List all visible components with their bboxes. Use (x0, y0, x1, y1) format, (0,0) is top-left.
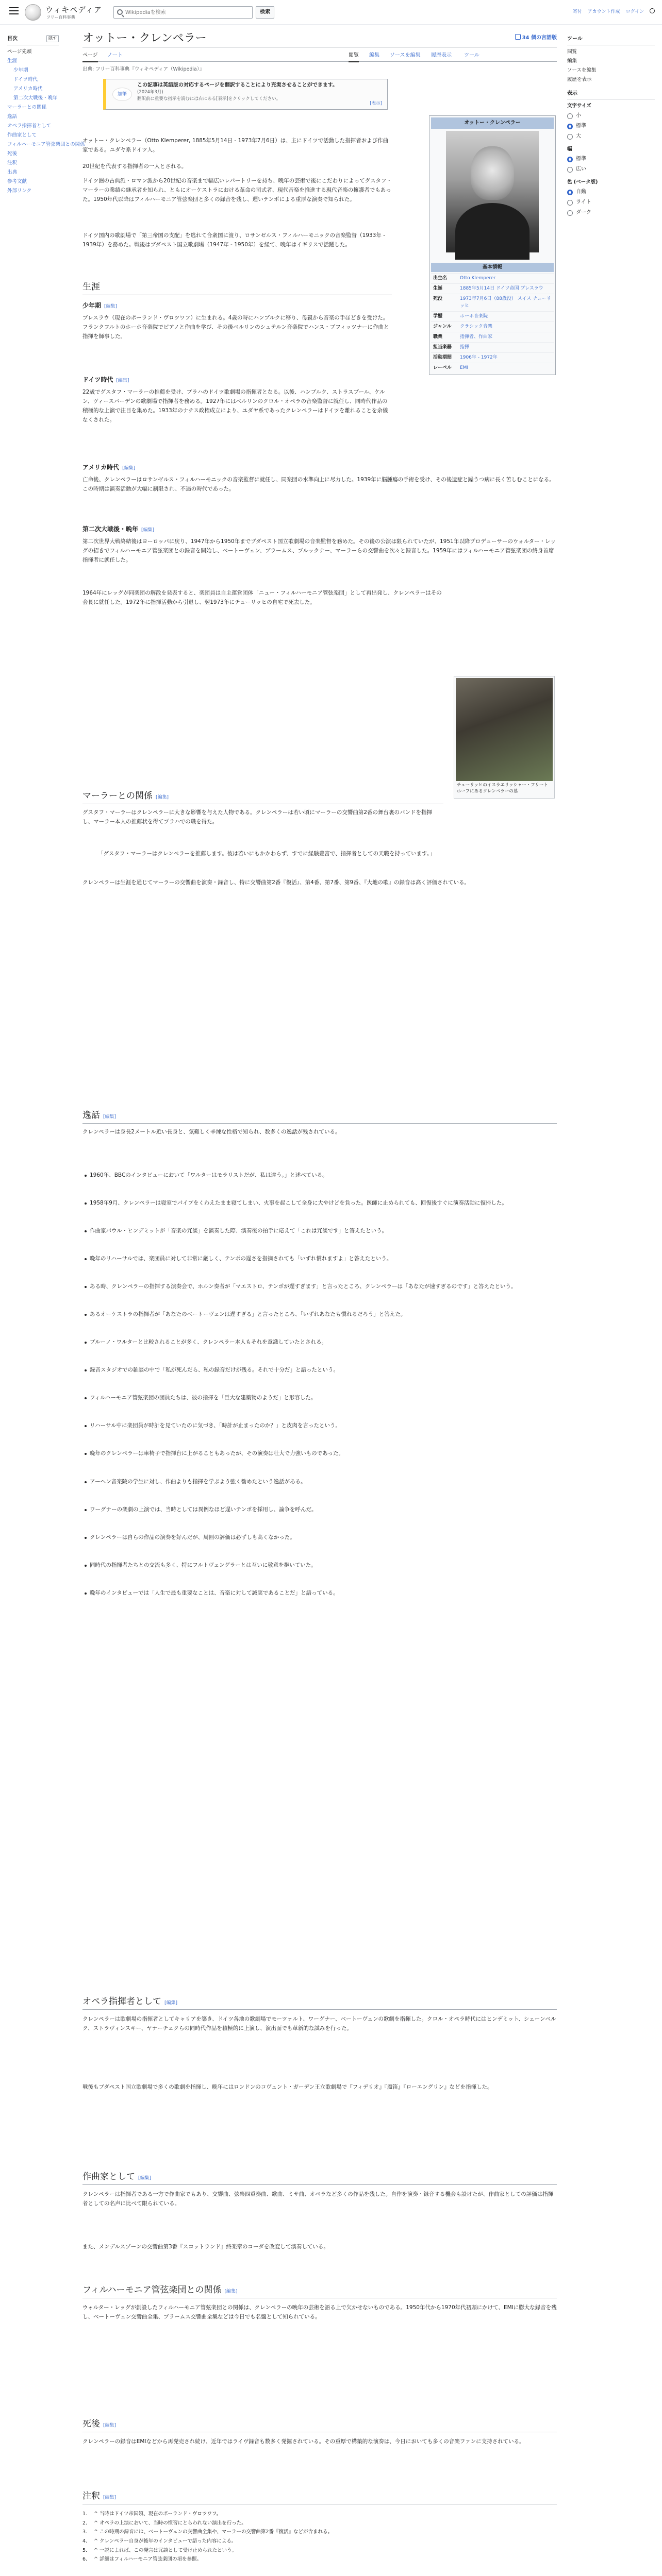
note-number: 3. (82, 2529, 88, 2535)
edit-section-link[interactable]: [編集] (103, 2495, 117, 2500)
color-heading: 色 (ベータ版) (567, 179, 598, 185)
article-source-line: 出典: フリー百科事典『ウィキペディア（Wikipedia）』 (82, 66, 205, 72)
infobox-row (431, 273, 554, 283)
toc-list (7, 47, 85, 196)
infobox-key: 死没 (433, 296, 443, 302)
infobox-key: 活動期間 (433, 354, 452, 360)
edit-section-link[interactable]: [編集] (116, 378, 129, 383)
anecdote-item: 晩年のリハーサルでは、楽団員に対して非常に厳しく、テンポの遅さを指摘されても「いずれ慣れますよ」と答えたという。 (82, 1254, 557, 1263)
heading-postwar: 第二次大戦後・晩年 [編集] (82, 526, 155, 533)
note-text: ^ 一説によれば、この発言は冗談として受け止められたという。 (94, 2547, 237, 2553)
anecdote-item: あるオーケストラの指揮者が「あなたのベートーヴェンは遅すぎる」と言ったところ、「いずれあなたも慣れるだろう」と答えた。 (82, 1310, 557, 1319)
toc-item[interactable]: 注釈 (7, 160, 18, 166)
radio-icon (567, 200, 573, 206)
anecdote-item: アーヘン音楽院の学生に対し、作曲よりも指揮を学ぶよう強く勧めたという逸話がある。 (82, 1477, 557, 1486)
anecdote-item: クレンペラーは自らの作品の演奏を好んだが、周囲の評価は必ずしも高くなかった。 (82, 1533, 557, 1542)
opera-paragraph-2: 戦後もブダペスト国立歌劇場で多くの歌劇を指揮し、晩年にはロンドンのコヴェント・ガーデン王立歌劇場で『フィデリオ』『魔笛』『ローエングリン』などを指揮した。 (82, 2084, 493, 2090)
width-wide-option[interactable]: 広い (567, 164, 655, 175)
notice-date: (2024年3月) (137, 90, 163, 95)
infobox-row (431, 283, 554, 294)
tab-talk[interactable]: ノート (107, 53, 123, 58)
site-header (0, 0, 662, 25)
infobox-key: 学歴 (433, 313, 443, 319)
width-standard-option[interactable]: 標準 (567, 154, 655, 164)
heading-philharmonia: フィルハーモニア管弦楽団との関係 [編集] (82, 2283, 557, 2298)
note-number: 2. (82, 2520, 88, 2526)
heading-mahler: マーラーとの関係 [編集] (82, 789, 443, 804)
translation-notice (103, 79, 388, 110)
edit-section-link[interactable]: [編集] (164, 2001, 178, 2006)
infobox-row (431, 342, 554, 352)
anecdote-item: ある時、クレンペラーの指揮する演奏会で、ホルン奏者が「マエストロ、テンポが遅すぎます」と言ったところ、クレンペラーは「あなたが速すぎるのです」と答えたという。 (82, 1282, 557, 1291)
notice-text: 翻訳前に重要な指示を読むには右にある[表示]をクリックしてください。 (137, 96, 281, 102)
anecdote-item: 晩年のインタビューでは「人生で最も重要なことは、音楽に対して誠実であることだ」と語っている。 (82, 1588, 557, 1598)
infobox-value[interactable]: 1973年7月6日（88歳没） スイス チューリッヒ (460, 296, 551, 309)
color-light-option[interactable]: ライト (567, 197, 655, 208)
infobox-value[interactable]: 指揮 (460, 344, 470, 350)
infobox-key: レーベル (433, 365, 452, 370)
heading-composer: 作曲家として [編集] (82, 2170, 557, 2185)
toc-hide-button[interactable]: 隠す (46, 35, 59, 42)
note-number: 5. (82, 2547, 88, 2553)
infobox-key: 出生名 (433, 276, 448, 281)
color-auto-option[interactable]: 自動 (567, 187, 655, 197)
anecdote-item: ブルーノ・ワルターと比較されることが多く、クレンペラー本人もそれを意識していたとされる。 (82, 1337, 557, 1347)
radio-selected-icon (567, 190, 573, 195)
appearance-heading: 表示 (567, 90, 655, 100)
tool-history[interactable]: 履歴を表示 (567, 76, 592, 82)
heading-opera: オペラ指揮者として [編集] (82, 1995, 557, 2010)
text-size-heading: 文字サイズ (567, 103, 591, 109)
tab-page[interactable]: ページ (82, 52, 98, 62)
postwar-paragraph: 第二次世界大戦終結後はヨーロッパに戻り、1947年から1950年までブダペスト国立歌劇場の音楽監督を務めた。その後の公演は限られていたが、1951年以降プロデューサーのウォルター・レッグの招きでフィルハーモニア管弦楽団との録音を開始し、ベートーヴェン、ブラームス、ブルックナー、マーラーらの交響曲を次々と録音した。1959年にはフィルハーモニア管弦楽団の終身首席指揮者に就任した。 (82, 538, 556, 564)
radio-icon (567, 167, 573, 173)
color-dark-option[interactable]: ダーク (567, 208, 655, 218)
infobox (429, 115, 556, 375)
anecdote-item: フィルハーモニア管弦楽団の団員たちは、彼の指揮を「巨大な建築物のようだ」と形容した。 (82, 1393, 557, 1402)
notes-list (82, 2510, 557, 2565)
menu-icon[interactable] (9, 7, 19, 14)
note-item (82, 2519, 557, 2528)
toc-item[interactable]: ドイツ時代 (13, 76, 38, 82)
mahler-paragraph: グスタフ・マーラーはクレンペラーに大きな影響を与えた人物である。クレンペラーは若い頃にマーラーの交響曲第2番の舞台裏のバンドを指揮し、マーラー本人の推薦状を得てプラハでの職を得た。 (82, 809, 433, 825)
heading-anecdotes: 逸話 [編集] (82, 1109, 557, 1124)
anecdote-item: 作曲家パウル・ヒンデミットが「音楽の冗談」を演奏した際、演奏後の拍手に応えて「これは冗談です」と答えたという。 (82, 1226, 557, 1235)
site-name[interactable]: ウィキペディア (45, 5, 102, 14)
toc-item[interactable]: 第二次大戦後・晩年 (13, 95, 58, 101)
tool-edit[interactable]: 編集 (567, 58, 577, 64)
after-death-paragraph: クレンペラーの録音はEMIなどから再発売され続け、近年ではライヴ録音も数多く発掘されている。その重厚で構築的な演奏は、今日においても多くの音楽ファンに支持されている。 (82, 2438, 525, 2445)
lead-paragraph-3: ドイツ圏の古典派・ロマン派から20世紀の音楽まで幅広いレパートリーを持ち、晩年の芸術で後にこだわりによってグスタフ・マーラーの業績の継承者を知られ、ともにオーケストラにおける革命の司式者、現代音楽を推進する現代音楽の擁護者でもあった。1950年代以降はフィルハーモニア管弦楽団と多くの録音を残し、遅いテンポによる重厚な演奏で知られた。 (82, 178, 392, 203)
infobox-key: ジャンル (433, 324, 452, 329)
note-item (82, 2547, 557, 2555)
tab-edit-source[interactable]: ソースを編集 (390, 53, 421, 58)
tab-history[interactable]: 履歴表示 (431, 53, 452, 58)
composer-paragraph: クレンペラーは指揮者である一方で作曲家でもあり、交響曲、弦楽四重奏曲、歌曲、ミサ曲、オペラなど多くの作品を残した。自作を演奏・録音する機会も設けたが、作曲家としての評価は指揮者としての名声に比べて限られている。 (82, 2191, 554, 2207)
search-icon (117, 9, 123, 15)
table-of-contents (7, 35, 85, 196)
infobox-row (431, 294, 554, 311)
infobox-section-heading: 基本情報 (431, 263, 554, 273)
text-size-small-option[interactable]: 小 (567, 111, 655, 121)
heading-america: アメリカ時代 [編集] (82, 464, 136, 471)
infobox-value[interactable]: 1885年5月14日 ドイツ帝国 ブレスラウ (460, 286, 543, 292)
lead-paragraph-1: オットー・クレンペラー（Otto Klemperer, 1885年5月14日 - 1973年7月6日）は、主にドイツで活動した指揮者および作曲家である。ユダヤ系ドイツ人。 (82, 138, 389, 154)
edit-section-link[interactable]: [編集] (141, 528, 155, 533)
infobox-value[interactable]: 指揮者、作曲家 (460, 334, 493, 340)
toc-item[interactable]: ページ先頭 (7, 48, 32, 55)
portrait-photo[interactable] (446, 131, 539, 252)
page-tabs (82, 49, 557, 62)
tools-heading: ツール (567, 35, 655, 45)
language-icon (515, 34, 521, 40)
note-item (82, 2510, 557, 2518)
note-item (82, 2528, 557, 2536)
anecdote-item: 同時代の指揮者たちとの交流も多く、特にフルトヴェングラーとは互いに敬意を抱いていた。 (82, 1561, 557, 1570)
radio-icon (567, 210, 573, 216)
login-link[interactable]: ログイン (625, 9, 644, 14)
infobox-title: オットー・クレンペラー (431, 117, 554, 129)
search-input[interactable] (125, 8, 249, 16)
personal-tools (569, 8, 655, 16)
toc-item[interactable]: フィルハーモニア管弦楽団との関係 (7, 141, 85, 147)
toc-item[interactable]: 生涯 (7, 58, 18, 64)
tab-edit[interactable]: 編集 (369, 53, 379, 58)
note-number: 1. (82, 2511, 88, 2517)
postwar-paragraph-2: 1964年にレッグが同楽団の解散を発表すると、楽団員は自主運営団体「ニュー・フィルハーモニア管弦楽団」として再出発し、クレンペラーはその会長に就任した。1972年に指揮活動から引退し、翌1973年にチューリッヒの自宅で死去した。 (82, 590, 442, 606)
infobox-row (431, 352, 554, 363)
infobox-rows (431, 273, 554, 372)
notice-title: この記事は英語版の対応するページを翻訳することにより充実させることができます。 (137, 82, 338, 88)
toc-item[interactable]: オペラ指揮者として (7, 123, 52, 129)
grave-figure (454, 676, 555, 799)
tool-edit-source[interactable]: ソースを編集 (567, 67, 597, 73)
heading-after-death: 死後 [編集] (82, 2417, 557, 2432)
main-content (82, 27, 557, 2563)
page-title: オットー・クレンペラー (82, 27, 557, 47)
appearance-sidebar (567, 35, 655, 218)
infobox-row (431, 321, 554, 332)
note-text: ^ 当時はドイツ帝国領、現在のポーランド・ヴロツワフ。 (94, 2511, 222, 2517)
text-size-standard-option[interactable]: 標準 (567, 121, 655, 131)
text-size-large-option[interactable]: 大 (567, 131, 655, 142)
infobox-row (431, 363, 554, 373)
search-box (113, 6, 253, 19)
anecdotes-intro: クレンペラーは身長2メートル近い長身と、気難しく辛辣な性格で知られ、数多くの逸話が残されている。 (82, 1129, 341, 1135)
translate-icon: 加筆 (112, 88, 132, 101)
edit-section-link[interactable]: [編集] (156, 795, 169, 800)
infobox-value[interactable]: ホーホ音楽院 (460, 313, 488, 319)
edit-section-link[interactable]: [編集] (138, 2176, 152, 2181)
germany-paragraph: 22歳でグスタフ・マーラーの推薦を受け、プラハのドイツ歌劇場の指揮者となる。以後、ハンブルク、ストラスブール、ケルン、ヴィースバーデンの歌劇場で指揮者を務める。1927年にはベルリンのクロル・オペラの音楽監督に就任し、同時代作品の積極的な上演で注目を集めた。1933年のナチス政権成立により、ユダヤ系であったクレンペラーはドイツを離れることを余儀なくされた。 (82, 389, 388, 423)
opera-paragraph: クレンペラーは歌劇場の指揮者としてキャリアを築き、ドイツ各地の歌劇場でモーツァルト、ワーグナー、ベートーヴェンの歌劇を指揮した。クロル・オペラ時代にはヒンデミット、シェーンベルク、ストラヴィンスキー、ヤナーチェクらの同時代作品を積極的に上演し、演出面でも革新的な試みを行った。 (82, 2016, 556, 2032)
note-item (82, 2555, 557, 2564)
philharmonia-paragraph: ウォルター・レッグが創設したフィルハーモニア管弦楽団との関係は、クレンペラーの晩年の芸術を語る上で欠かせないものである。1950年代から1970年代初頭にかけて、EMIに膨大な録音を残し、ベートーヴェン交響曲全集、ブラームス交響曲全集などは今日でも名盤として知られている。 (82, 2304, 557, 2320)
grave-photo[interactable] (456, 678, 553, 781)
tab-read[interactable]: 閲覧 (349, 52, 359, 62)
note-text: ^ 詳細はフィルハーモニア管弦楽団の項を参照。 (94, 2556, 202, 2563)
anecdote-item: リハーサル中に楽団員が時計を見ていたのに気づき、「時計が止まったのか？」と皮肉を言ったという。 (82, 1421, 557, 1430)
radio-icon (567, 134, 573, 140)
anecdote-item: 晩年のクレンペラーは車椅子で指揮台に上がることもあったが、その演奏は壮大で力強いものであった。 (82, 1449, 557, 1458)
infobox-value[interactable]: クラシック音楽 (460, 324, 492, 329)
note-text: ^ クレンペラー自身が後年のインタビューで語った内容による。 (94, 2538, 237, 2545)
user-menu-icon[interactable] (650, 8, 655, 13)
edit-section-link[interactable]: [編集] (103, 1114, 117, 1120)
edit-section-link[interactable]: [編集] (224, 2289, 238, 2294)
wikipedia-logo[interactable] (25, 4, 41, 21)
lead-paragraph-2: 20世紀を代表する指揮者の一人とされる。 (82, 163, 187, 170)
notice-show-link[interactable]: [表示] (370, 100, 382, 106)
infobox-value[interactable]: 1906年 - 1972年 (460, 354, 498, 360)
infobox-key: 生誕 (433, 286, 443, 292)
width-heading: 幅 (567, 146, 572, 152)
mahler-quote: 「グスタフ・マーラーはクレンペラーを推薦します。彼は若いにもかかわらず、すでに経験豊富で、指揮者としての天職を持っています。」 (98, 851, 435, 857)
edit-section-link[interactable]: [編集] (103, 2423, 117, 2428)
radio-selected-icon (567, 157, 573, 162)
radio-icon (567, 113, 573, 119)
infobox-value[interactable]: Otto Klemperer (460, 276, 496, 281)
note-text: ^ オペラの上演において、当時の慣習にとらわれない演出を行った。 (94, 2520, 246, 2526)
infobox-key: 職業 (433, 334, 443, 340)
toc-item[interactable]: 死後 (7, 151, 18, 157)
toc-item[interactable]: アメリカ時代 (13, 86, 43, 92)
anecdote-item: 1960年、BBCのインタビューにおいて「ワルターはモラリストだが、私は違う。」と述べている。 (82, 1171, 557, 1180)
edit-section-link[interactable]: [編集] (104, 304, 118, 309)
anecdotes-list (82, 1171, 557, 1616)
youth-paragraph: ブレスラウ（現在のポーランド・ヴロツワフ）に生まれる。4歳の時にハンブルクに移り、母親から音楽の手ほどきを受けた。フランクフルトのホーホ音楽院でピアノと作曲を学び、その後ベルリンのシュテルン音楽院でハンス・プフィッツナーに作曲と指揮を師事した。 (82, 315, 389, 340)
heading-notes: 注釈 [編集] (82, 2489, 557, 2504)
america-paragraph: 亡命後、クレンペラーはロサンゼルス・フィルハーモニックの音楽監督に就任し、同楽団の水準向上に尽力した。1939年に脳腫瘍の手術を受け、その後遺症と躁うつ病に長く苦しむことになる。この時期は演奏活動が大幅に制限され、不遇の時代であった。 (82, 477, 555, 493)
infobox-key: 担当楽器 (433, 344, 452, 350)
infobox-row (431, 311, 554, 321)
anecdote-item: 1958年9月、クレンペラーは寝室でパイプをくわえたまま寝てしまい、火事を起こして全身に大やけどを負った。医師に止められても、回復後すぐに演奏活動に復帰した。 (82, 1198, 557, 1208)
language-button[interactable]: 34 個の言語版 (515, 34, 557, 42)
heading-germany: ドイツ時代 [編集] (82, 376, 129, 383)
toc-item[interactable]: 参考文献 (7, 179, 27, 185)
composer-paragraph-2: また、メンデルスゾーンの交響曲第3番『スコットランド』終楽章のコーダを改変して演奏している。 (82, 2244, 329, 2250)
infobox-value[interactable]: EMI (460, 365, 469, 370)
toc-item[interactable]: マーラーとの関係 (7, 104, 47, 110)
infobox-row (431, 332, 554, 342)
toc-heading: 目次 隠す (7, 35, 59, 45)
note-number: 6. (82, 2556, 88, 2563)
tool-read[interactable]: 閲覧 (567, 48, 577, 55)
toc-item[interactable]: 出典 (7, 170, 18, 176)
heading-youth: 少年期 [編集] (82, 302, 118, 309)
radio-selected-icon (567, 124, 573, 129)
note-number: 4. (82, 2538, 88, 2545)
toc-item[interactable]: 少年期 (13, 67, 28, 73)
edit-section-link[interactable]: [編集] (122, 466, 136, 471)
create-account-link[interactable]: アカウント作成 (587, 9, 620, 14)
grave-caption: チューリッヒのイスラエリッシャー・フリートホーフにあるクレンペラーの墓 (457, 783, 548, 794)
toc-item[interactable]: 外部リンク (7, 188, 32, 194)
tab-tools[interactable]: ツール (464, 53, 479, 58)
mahler-paragraph-2: クレンペラーは生涯を通じてマーラーの交響曲を演奏・録音し、特に交響曲第2番『復活』、第4番、第7番、第9番、『大地の歌』の録音は高く評価されている。 (82, 879, 470, 886)
anecdote-item: ワーグナーの楽劇の上演では、当時としては異例なほど遅いテンポを採用し、論争を呼んだ。 (82, 1505, 557, 1514)
toc-item[interactable]: 逸話 (7, 113, 18, 120)
note-item (82, 2537, 557, 2546)
note-text: ^ この時期の録音には、ベートーヴェンの交響曲全集や、マーラーの交響曲第2番『復活』などが含まれる。 (94, 2529, 333, 2535)
heading-life: 生涯 (82, 280, 392, 295)
search-button[interactable]: 検索 (256, 6, 274, 19)
site-tagline: フリー百科事典 (46, 15, 75, 20)
donate-link[interactable]: 寄付 (572, 9, 582, 14)
lead-paragraph-4: ドイツ国内の歌劇場で「第三帝国の支配」を逃れて合衆国に渡り、ロサンゼルス・フィルハーモニックの音楽監督（1933年 - 1939年）を務めた。戦後はブダペスト国立歌劇場（1947年 - 1950年）を経て、晩年はイギリスで活躍した。 (82, 232, 385, 248)
toc-item[interactable]: 作曲家として (7, 132, 37, 138)
anecdote-item: 録音スタジオでの雑談の中で「私が死んだら、私の録音だけが残る。それで十分だ」と語ったという。 (82, 1365, 557, 1375)
